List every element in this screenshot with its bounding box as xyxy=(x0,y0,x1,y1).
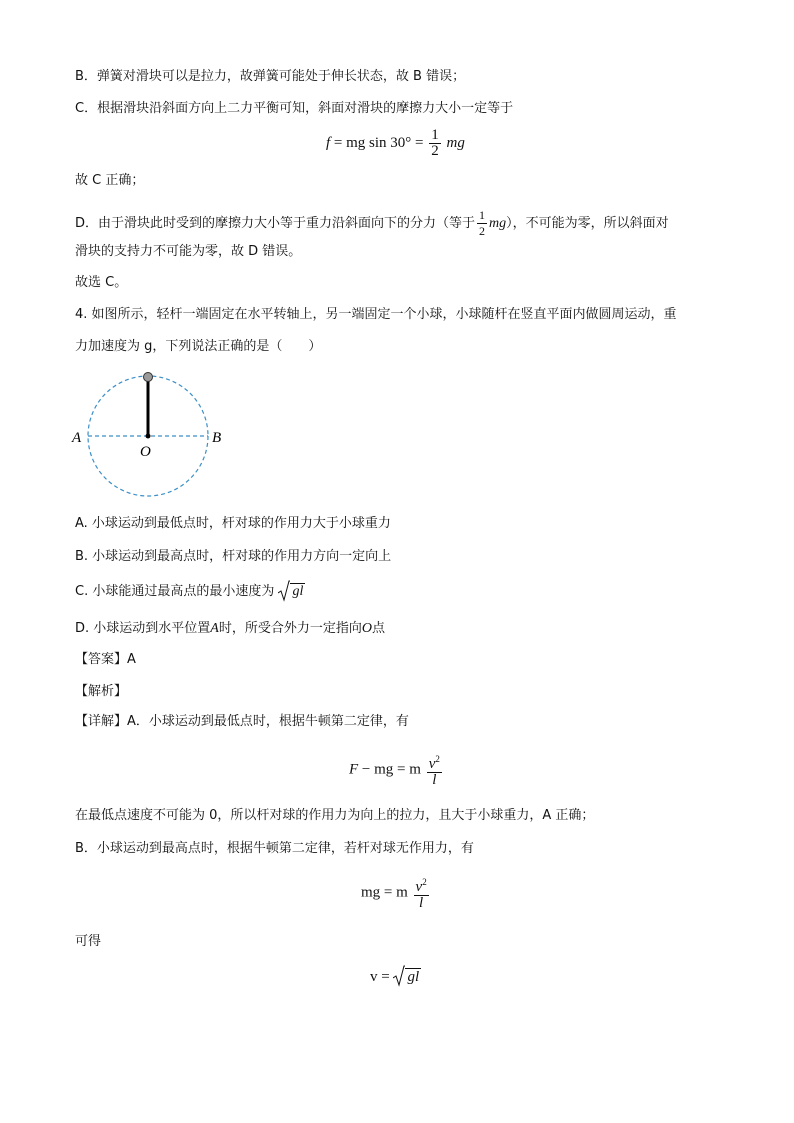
equation-friction xyxy=(326,128,465,159)
detail-a: 【详解】A．小球运动到最低点时，根据牛顿第二定律，有 xyxy=(75,714,409,729)
axis-pivot xyxy=(146,434,151,439)
label-o: O xyxy=(140,444,151,460)
d-prev-part1: D．由于滑块此时受到的摩擦力大小等于重力沿斜面向下的分力（等于 xyxy=(75,216,476,231)
label-a: A xyxy=(72,430,82,446)
eq-rhs: = mg sin 30° = xyxy=(333,134,424,151)
equation-velocity xyxy=(370,968,421,986)
fraction-half xyxy=(429,128,441,159)
question-4-line1: 4. 如图所示，轻杆一端固定在水平转轴上，另一端固定一个小球，小球随杆在竖直平面内做圆周运动，重 xyxy=(75,307,677,322)
option-d-a: A xyxy=(210,621,219,636)
circular-motion-diagram xyxy=(70,368,230,500)
option-d xyxy=(75,620,385,638)
v-sym-2: v xyxy=(415,879,423,895)
question-4-line2: 力加速度为 g，下列说法正确的是（ ） xyxy=(75,339,322,354)
label-b: B xyxy=(212,430,222,446)
option-a: A. 小球运动到最低点时，杆对球的作用力大于小球重力 xyxy=(75,516,391,531)
analysis-heading: 【解析】 xyxy=(75,684,128,699)
option-c xyxy=(75,583,305,601)
frac-v2-2 xyxy=(414,875,429,896)
frac-num-inline: 1 xyxy=(479,208,486,222)
eq-f: f xyxy=(326,134,331,151)
sqrt-arg-2: gl xyxy=(407,969,420,985)
d-prev-part2: ），不可能为零，所以斜面对 xyxy=(506,216,669,231)
text-line-b-prev: B．弹簧对滑块可以是拉力，故弹簧可能处于伸长状态，故 B 错误； xyxy=(75,69,466,84)
frac-l-2: l xyxy=(419,895,424,911)
frac-den-inline: 2 xyxy=(479,224,486,238)
radical-sign-2 xyxy=(393,965,405,987)
option-d-part3: 点 xyxy=(371,621,385,636)
option-d-o: O xyxy=(361,621,372,636)
fraction-v2-l-2 xyxy=(414,875,429,911)
option-c-text: C. 小球能通过最高点的最小速度为 xyxy=(75,584,275,599)
d-mg: mg xyxy=(489,216,507,231)
eq3-lhs: mg = m xyxy=(361,884,408,901)
eq-mg: mg xyxy=(446,134,465,151)
text-line-d-prev-2: 滑块的支持力不可能为零，故 D 错误。 xyxy=(75,244,302,259)
ball xyxy=(144,373,153,382)
frac-v2 xyxy=(427,752,442,773)
frac-l: l xyxy=(432,772,437,788)
frac-num: 1 xyxy=(431,127,439,143)
text-line-c-prev: C．根据滑块沿斜面方向上二力平衡可知，斜面对滑块的摩擦力大小一定等于 xyxy=(75,101,514,116)
eq2-mid: − mg = m xyxy=(361,761,421,778)
v-sym: v xyxy=(428,756,436,772)
detail-b2: 可得 xyxy=(75,934,102,949)
option-b: B. 小球运动到最高点时，杆对球的作用力方向一定向上 xyxy=(75,549,392,564)
fraction-v2-l xyxy=(427,752,442,788)
detail-b: B．小球运动到最高点时，根据牛顿第二定律，若杆对球无作用力，有 xyxy=(75,841,474,856)
frac-den: 2 xyxy=(431,143,439,159)
option-d-part2: 时，所受合外力一定指向 xyxy=(218,621,362,636)
option-d-part1: D. 小球运动到水平位置 xyxy=(75,621,211,636)
eq2-f: F xyxy=(349,761,359,778)
sqrt-gl-2 xyxy=(393,968,421,986)
sqrt-gl xyxy=(278,583,305,601)
equation-lowest-point xyxy=(349,752,444,788)
text-line-c-conclusion: 故 C 正确； xyxy=(75,173,145,188)
equation-highest-point xyxy=(361,875,431,911)
answer-line: 【答案】A xyxy=(75,652,136,667)
sqrt-arg: gl xyxy=(292,584,304,599)
exp-2-2: 2 xyxy=(422,877,427,887)
text-line-prev-answer: 故选 C。 xyxy=(75,275,128,290)
fraction-half-inline xyxy=(477,208,487,239)
eq4-lhs: v = xyxy=(370,969,390,985)
radical-sign xyxy=(278,580,290,602)
exp-2: 2 xyxy=(435,754,440,764)
text-line-d-prev xyxy=(75,208,669,239)
detail-a2: 在最低点速度不可能为 0，所以杆对球的作用力为向上的拉力，且大于小球重力，A 正确； xyxy=(75,808,595,823)
